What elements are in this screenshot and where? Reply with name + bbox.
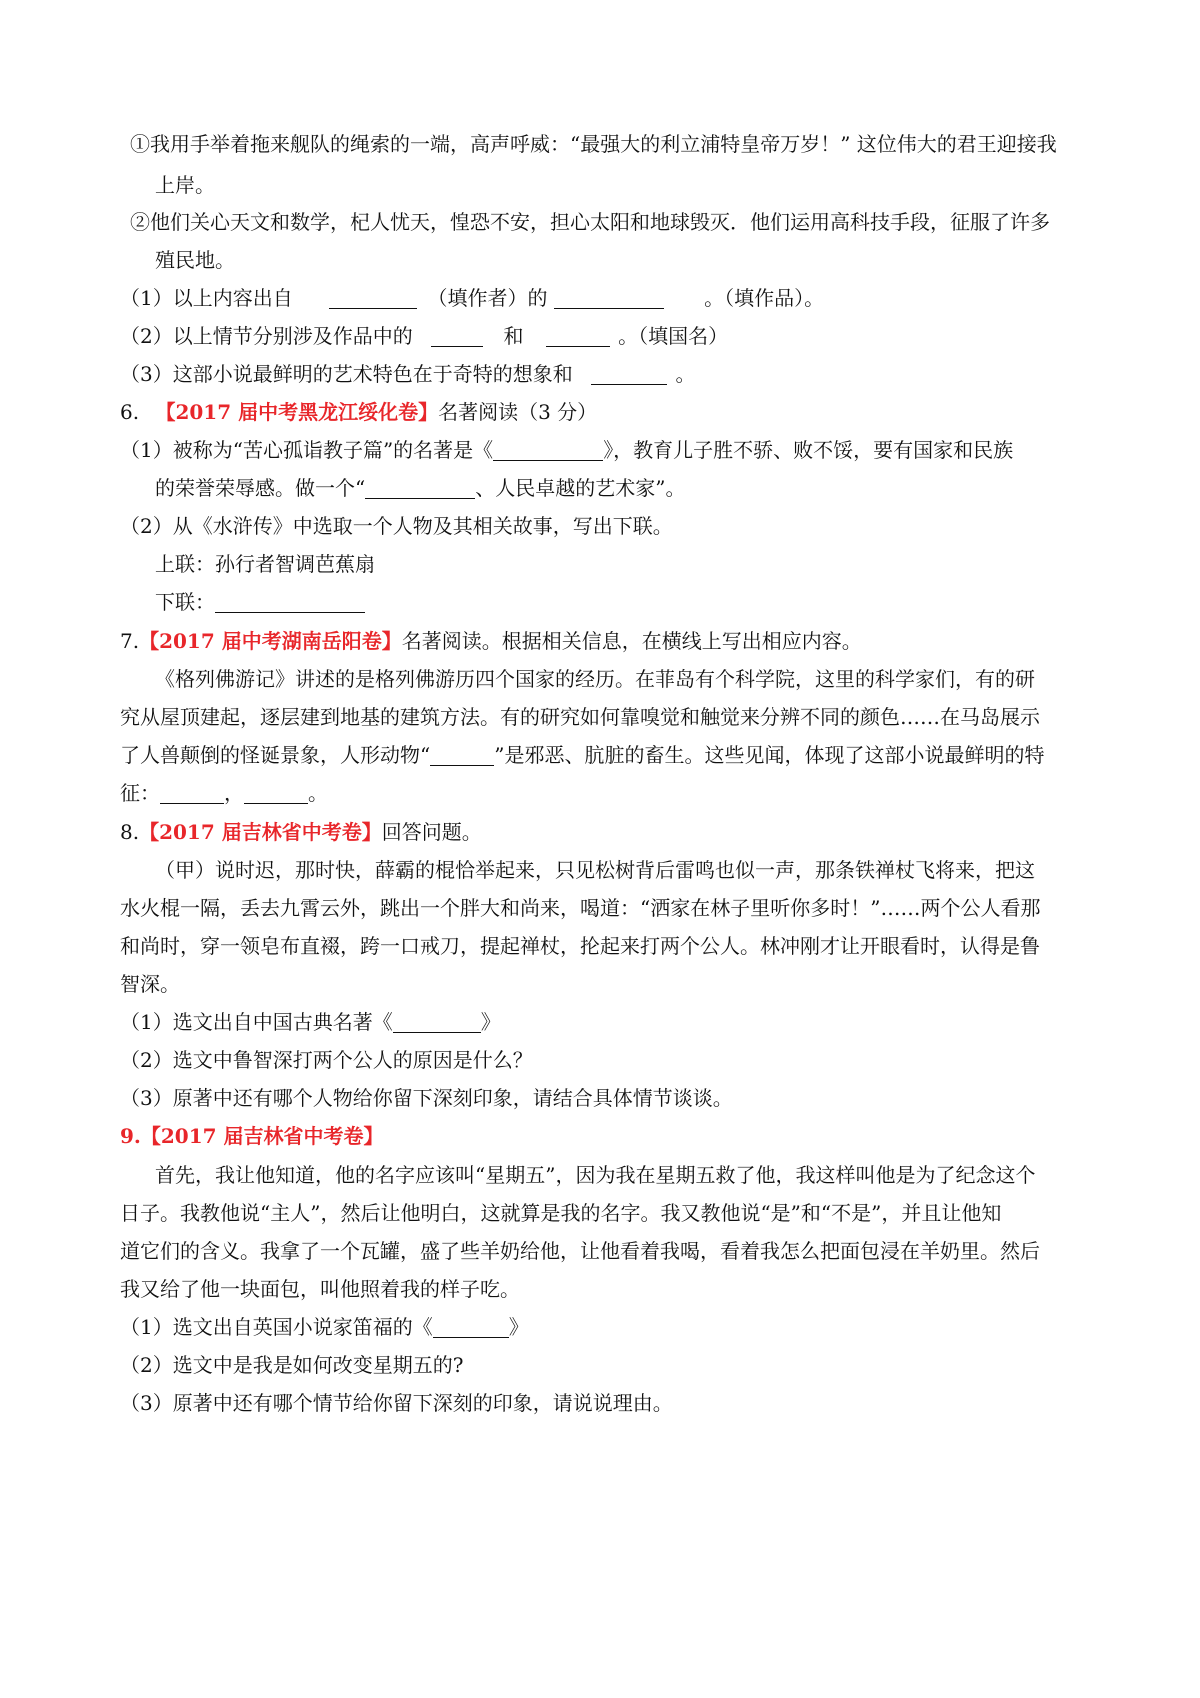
- q6-sub1-line1: [120, 436, 1013, 464]
- q6-source: 【2017 届中考黑龙江绥化卷】: [155, 400, 439, 424]
- q8-heading: [120, 818, 482, 846]
- q5-sub3-text-a: （3）这部小说最鲜明的艺术特色在于奇特的想象和: [120, 362, 573, 386]
- q5-country1-blank[interactable]: [431, 326, 483, 347]
- q6-sub1-text-c: 的荣誉荣辱感。做一个“: [155, 476, 366, 500]
- q7-heading: [120, 627, 862, 655]
- q6-sub1-text-b: 》，教育儿子胜不骄、败不馁，要有国家和民族: [603, 438, 1014, 462]
- q8-sub2: （2）选文中鲁智深打两个公人的原因是什么？: [120, 1048, 533, 1072]
- q7-text-b: ”是邪恶、肮脏的畜生。这些见闻，体现了这部小说最鲜明的特: [494, 743, 1045, 767]
- q9-para-line1: 首先，我让他知道，他的名字应该叫“星期五”，因为我在星期五救了他，我这样叫他是为了纪念这个: [155, 1163, 1036, 1187]
- q8-para-line1: （甲）说时迟，那时快，薛霸的棍恰举起来，只见松树背后雷鸣也似一声，那条铁禅杖飞将来，把这: [155, 858, 1035, 882]
- q7-text-c: 征：: [120, 781, 160, 805]
- q9-sub1-text-b: 》: [508, 1315, 529, 1339]
- q5-sub3-text-b: 。: [675, 362, 696, 386]
- q5-item2-line2: 殖民地。: [155, 248, 235, 272]
- q9-para-line2: 日子。我教他说“主人”，然后让他明白，这就算是我的名字。我又教他说“是”和“不是”，并且让他知: [120, 1201, 1002, 1225]
- q9-para-line4: 我又给了他一块面包，叫他照着我的样子吃。: [120, 1277, 520, 1301]
- q8-source: 【2017 届吉林省中考卷】: [139, 820, 382, 844]
- q7-title: 名著阅读。根据相关信息，在横线上写出相应内容。: [401, 629, 862, 653]
- q5-work-blank[interactable]: [554, 288, 664, 309]
- q7-number: 7.: [120, 629, 140, 653]
- q5-sub1-text-b: （填作者）的: [427, 286, 548, 310]
- q5-item1-line1: ①我用手举着拖来舰队的绳索的一端，高声呼威：“最强大的利立浦特皇帝万岁！” 这位伟大的君王迎接我: [130, 132, 1057, 156]
- q5-country2-blank[interactable]: [546, 326, 610, 347]
- q5-item1-line2: 上岸。: [155, 173, 215, 197]
- q7-feature1-blank[interactable]: [160, 783, 224, 804]
- q5-author-blank[interactable]: [329, 288, 417, 309]
- q5-item2-line1: ②他们关心天文和数学，杞人忧天，惶恐不安，担心太阳和地球毁灭．他们运用高科技手段，征服了许多: [130, 210, 1050, 234]
- q5-sub1-text-c: 。（填作品）。: [704, 286, 825, 310]
- q6-sub1-text-a: （1）被称为“苦心孤诣教子篇”的名著是《: [120, 438, 494, 462]
- q6-upper-couplet: 上联：孙行者智调芭蕉扇: [155, 552, 375, 576]
- q9-sub1: [120, 1313, 529, 1341]
- q7-text-d: ，: [224, 781, 244, 805]
- q9-source: 【2017 届吉林省中考卷】: [140, 1124, 384, 1148]
- q6-phrase-blank[interactable]: [365, 478, 475, 499]
- q7-para-line1: 《格列佛游记》讲述的是格列佛游历四个国家的经历。在菲岛有个科学院，这里的科学家们，有的研: [155, 667, 1035, 691]
- q9-sub3: （3）原著中还有哪个情节给你留下深刻的印象，请说说理由。: [120, 1391, 673, 1415]
- q8-book-blank[interactable]: [393, 1012, 481, 1033]
- q6-lower-couplet: [155, 588, 365, 616]
- q9-sub2: （2）选文中是我是如何改变星期五的?: [120, 1353, 464, 1377]
- q7-text-e: 。: [308, 781, 328, 805]
- q6-lower-blank[interactable]: [215, 592, 365, 613]
- q5-sub1: [120, 284, 824, 312]
- q8-number: 8.: [120, 820, 140, 844]
- q9-sub1-text-a: （1）选文出自英国小说家笛福的《: [120, 1315, 433, 1339]
- q6-heading: [120, 398, 597, 426]
- q8-para-line2: 水火棍一隔，丢去九霄云外，跳出一个胖大和尚来，喝道：“洒家在林子里听你多时！”……两个公人看那: [120, 896, 1041, 920]
- q6-sub2: （2）从《水浒传》中选取一个人物及其相关故事，写出下联。: [120, 514, 673, 538]
- q8-sub1-text-a: （1）选文出自中国古典名著《: [120, 1010, 393, 1034]
- q7-source: 【2017 届中考湖南岳阳卷】: [139, 629, 402, 653]
- q6-lower-label: 下联：: [155, 590, 215, 614]
- q5-sub2-text-a: （2）以上情节分别涉及作品中的: [120, 324, 413, 348]
- q7-para-line3: [120, 741, 1044, 769]
- q9-number: 9.: [120, 1124, 141, 1148]
- q8-sub1: [120, 1008, 501, 1036]
- q6-book-blank[interactable]: [493, 440, 603, 461]
- q7-creature-blank[interactable]: [430, 745, 494, 766]
- q5-sub2: [120, 322, 728, 350]
- q9-para-line3: 道它们的含义。我拿了一个瓦罐，盛了些羊奶给他，让他看着我喝，看着我怎么把面包浸在羊奶里。然后: [120, 1239, 1040, 1263]
- q5-sub1-text-a: （1）以上内容出自: [120, 286, 293, 310]
- q9-heading: [120, 1122, 384, 1150]
- q9-book-blank[interactable]: [433, 1317, 509, 1338]
- q6-sub1-text-d: 、人民卓越的艺术家”。: [475, 476, 686, 500]
- q5-feature-blank[interactable]: [591, 364, 667, 385]
- q8-para-line3: 和尚时，穿一领皂布直裰，跨一口戒刀，提起禅杖，抡起来打两个公人。林冲刚才让开眼看时，认得是鲁: [120, 934, 1040, 958]
- q7-feature2-blank[interactable]: [244, 783, 308, 804]
- q7-para-line2: 究从屋顶建起，逐层建到地基的建筑方法。有的研究如何靠嗅觉和触觉来分辨不同的颜色……在马岛展示: [120, 705, 1040, 729]
- q8-sub1-text-b: 》: [480, 1010, 501, 1034]
- q8-para-line4: 智深。: [120, 972, 180, 996]
- q8-title: 回答问题。: [381, 820, 482, 844]
- q5-sub2-text-c: 。（填国名）: [618, 324, 729, 348]
- q7-text-a: 了人兽颠倒的怪诞景象，人形动物“: [120, 743, 431, 767]
- q6-title: 名著阅读（3 分）: [438, 400, 598, 424]
- q8-sub3: （3）原著中还有哪个人物给你留下深刻印象，请结合具体情节谈谈。: [120, 1086, 733, 1110]
- q5-sub3: [120, 360, 695, 388]
- q7-para-line4: [120, 779, 328, 807]
- q6-sub1-line2: [155, 474, 685, 502]
- q5-sub2-text-b: 和: [503, 324, 524, 348]
- q6-number: 6.: [120, 400, 140, 424]
